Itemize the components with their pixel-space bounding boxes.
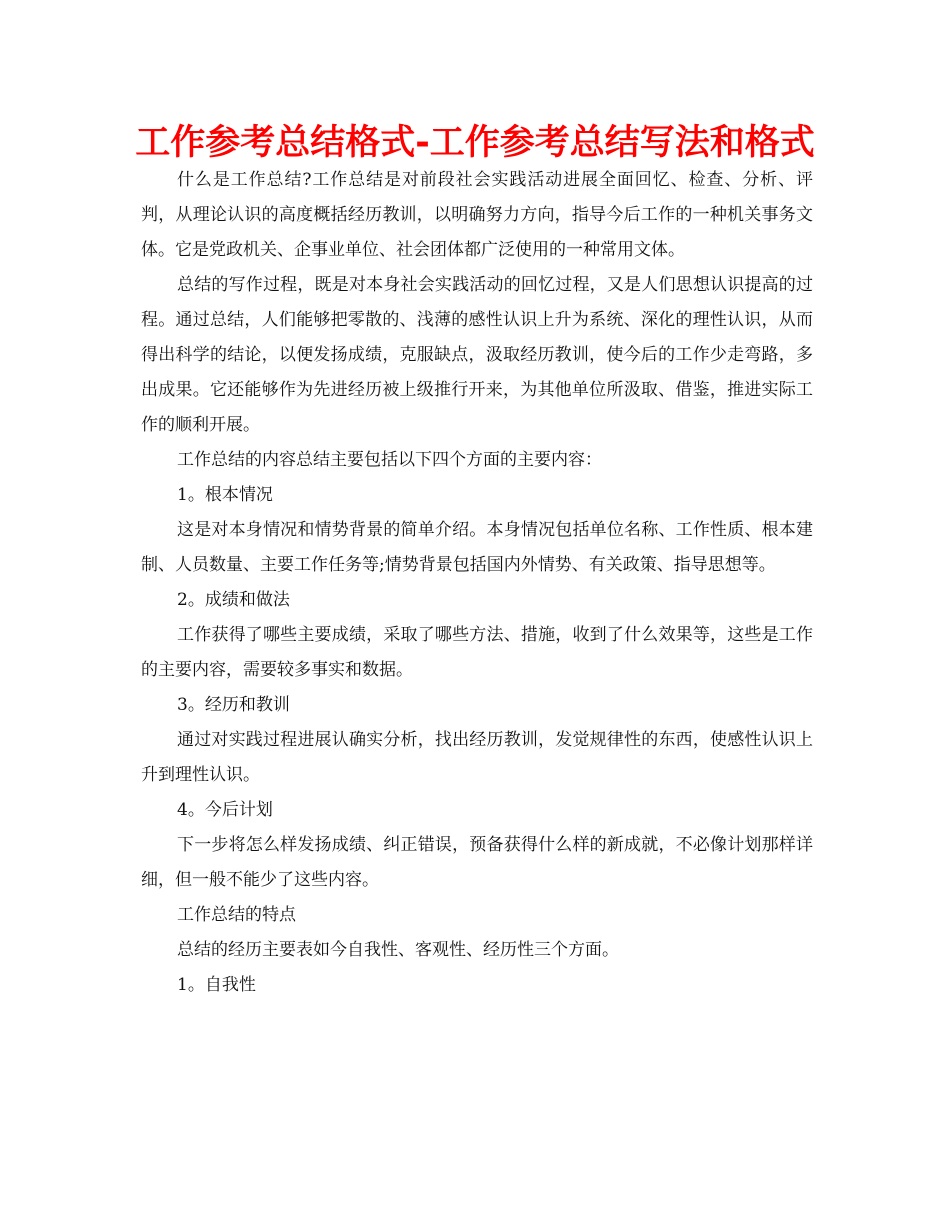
paragraph-experience: 通过对实践过程进展认确实分析，找出经历教训，发觉规律性的东西，使感性认识上升到理性认识。 [141,730,813,785]
paragraph-basic-situation: 这是对本身情况和情势背景的简单介绍。本身情况包括单位名称、工作性质、根本建制、人员数量、主要工作任务等;情势背景包括国内外情势、有关政策、指导思想等。 [141,520,813,575]
paragraph-features: 总结的经历主要表如今自我性、客观性、经历性三个方面。 [177,940,619,960]
heading-future-plan: 4。今后计划 [177,800,273,820]
heading-achievements: 2。成绩和做法 [177,590,290,610]
paragraph-achievements: 工作获得了哪些主要成绩，采取了哪些方法、措施，收到了什么效果等，这些是工作的主要内容，需要较多事实和数据。 [141,625,813,680]
paragraph-intro: 什么是工作总结?工作总结是对前段社会实践活动进展全面回忆、检查、分析、评判，从理论认识的高度概括经历教训，以明确努力方向，指导今后工作的一种机关事务文体。它是党政机关、企事业单位、社会团体都广泛使用的一种常用文体。 [141,170,813,260]
paragraph-content-summary: 工作总结的内容总结主要包括以下四个方面的主要内容： [177,450,602,470]
heading-features: 工作总结的特点 [177,905,296,925]
document-title: 工作参考总结格式-工作参考总结写法和格式 [135,123,815,163]
paragraph-future-plan: 下一步将怎么样发扬成绩、纠正错误，预备获得什么样的新成就，不必像计划那样详细，但一般不能少了这些内容。 [141,835,813,890]
document-body [141,163,813,1003]
paragraph-writing-process: 总结的写作过程，既是对本身社会实践活动的回忆过程，又是人们思想认识提高的过程。通过总结，人们能够把零散的、浅薄的感性认识上升为系统、深化的理性认识，从而得出科学的结论，以便发扬成绩，克服缺点，汲取经历教训，使今后的工作少走弯路，多出成果。它还能够作为先进经历被上级推行开来，为其他单位所汲取、借鉴，推进实际工作的顺利开展。 [141,275,813,435]
heading-experience: 3。经历和教训 [177,695,290,715]
heading-self-nature: 1。自我性 [177,975,256,995]
heading-basic-situation: 1。根本情况 [177,485,273,505]
